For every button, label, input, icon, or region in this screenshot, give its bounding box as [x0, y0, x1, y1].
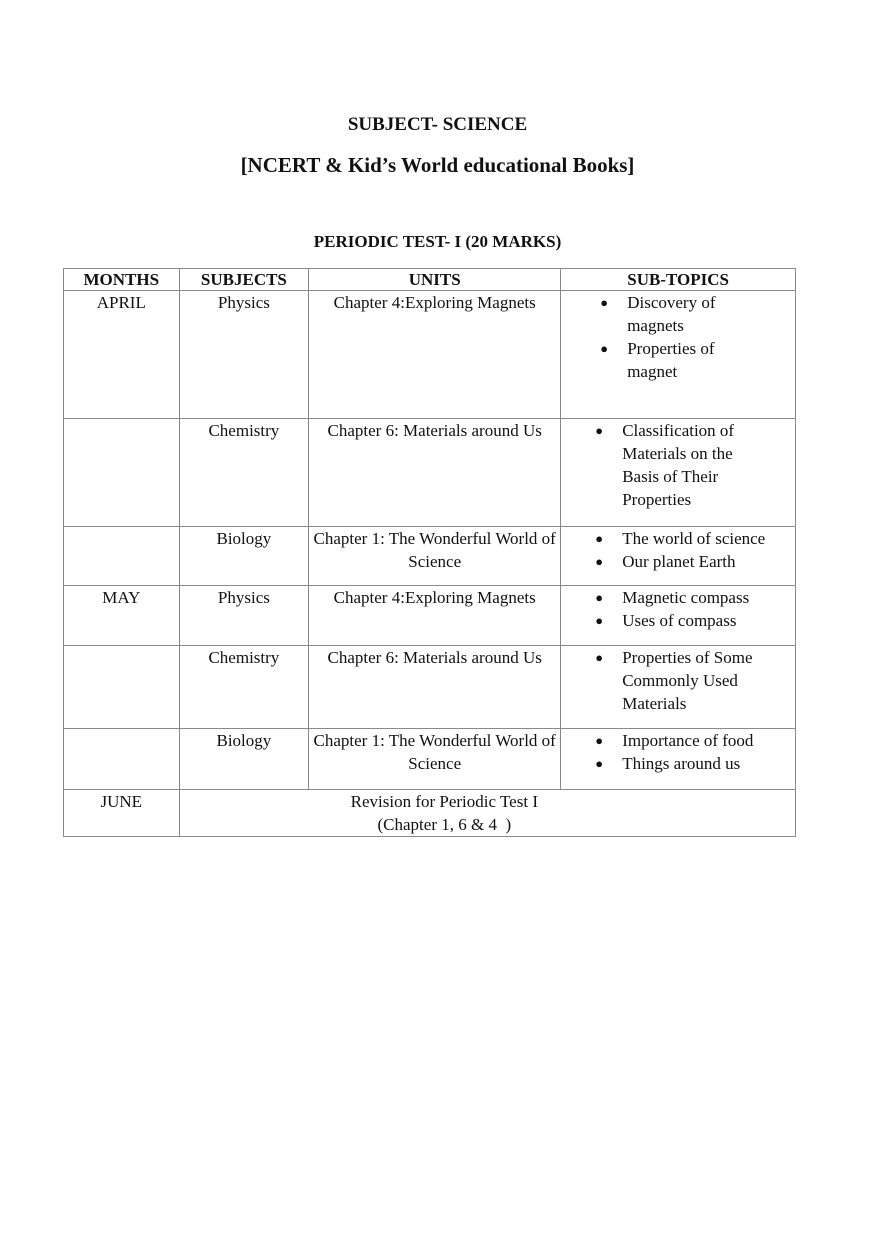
subtopics-list [565, 291, 791, 383]
subtopics-cell [561, 419, 796, 527]
subject-cell: Chemistry [179, 419, 309, 527]
subtopics-list [565, 729, 791, 775]
subtopic-item: ● Importance of food [595, 729, 791, 752]
subtopic-item: ● Uses of compass [595, 609, 791, 632]
subtopics-list [565, 586, 791, 632]
table-row [64, 729, 796, 790]
header-subtopics: SUB-TOPICS [561, 269, 796, 291]
subject-cell: Chemistry [179, 646, 309, 729]
table-row [64, 291, 796, 419]
unit-cell: Chapter 1: The Wonderful World of Science [309, 527, 561, 586]
table-row [64, 419, 796, 527]
header-months: MONTHS [64, 269, 180, 291]
subtopics-cell [561, 646, 796, 729]
table-header-row [64, 269, 796, 291]
unit-cell: Chapter 6: Materials around Us [309, 646, 561, 729]
month-cell [64, 527, 180, 586]
subtopics-cell [561, 586, 796, 646]
month-cell: MAY [64, 586, 180, 646]
subtopic-item: ● Things around us [595, 752, 791, 775]
subject-cell: Biology [179, 527, 309, 586]
subject-cell: Biology [179, 729, 309, 790]
table-row [64, 586, 796, 646]
month-cell [64, 729, 180, 790]
revision-chapters: (Chapter 1, 6 & 4 ) [377, 815, 512, 834]
subtopic-item: ● Classification of Materials on the Basis of Their Properties [595, 419, 750, 511]
table-row-revision [64, 790, 796, 837]
month-cell [64, 646, 180, 729]
header-units: UNITS [309, 269, 561, 291]
unit-cell: Chapter 6: Materials around Us [309, 419, 561, 527]
unit-cell: Chapter 4:Exploring Magnets [309, 586, 561, 646]
month-cell: APRIL [64, 291, 180, 419]
subtopic-item: ● Discovery of magnets [600, 291, 737, 337]
subtopic-item: ● Our planet Earth [595, 550, 791, 573]
syllabus-table [63, 268, 796, 837]
subtopics-cell [561, 527, 796, 586]
subtopics-cell [561, 291, 796, 419]
document-title: SUBJECT- SCIENCE [347, 114, 528, 135]
table-row [64, 527, 796, 586]
subtopics-cell [561, 729, 796, 790]
table-row [64, 646, 796, 729]
document-subtitle: [NCERT & Kid’s World educational Books] [240, 153, 635, 177]
month-cell [64, 419, 180, 527]
section-heading: PERIODIC TEST- I (20 MARKS) [313, 232, 562, 251]
subtopic-item: ● Magnetic compass [595, 586, 791, 609]
revision-cell [179, 790, 795, 837]
subtopic-item: ● Properties of magnet [600, 337, 737, 383]
header-subjects: SUBJECTS [179, 269, 309, 291]
subtopic-item: ● Properties of Some Commonly Used Materials [595, 646, 772, 715]
subtopics-list [565, 527, 791, 573]
subject-cell: Physics [179, 586, 309, 646]
subject-cell: Physics [179, 291, 309, 419]
revision-text: Revision for Periodic Test I [350, 792, 538, 811]
subtopics-list [565, 419, 791, 511]
subtopics-list [565, 646, 791, 715]
unit-cell: Chapter 1: The Wonderful World of Science [309, 729, 561, 790]
unit-cell: Chapter 4:Exploring Magnets [309, 291, 561, 419]
month-cell: JUNE [64, 790, 180, 837]
subtopic-item: ● The world of science [595, 527, 791, 550]
